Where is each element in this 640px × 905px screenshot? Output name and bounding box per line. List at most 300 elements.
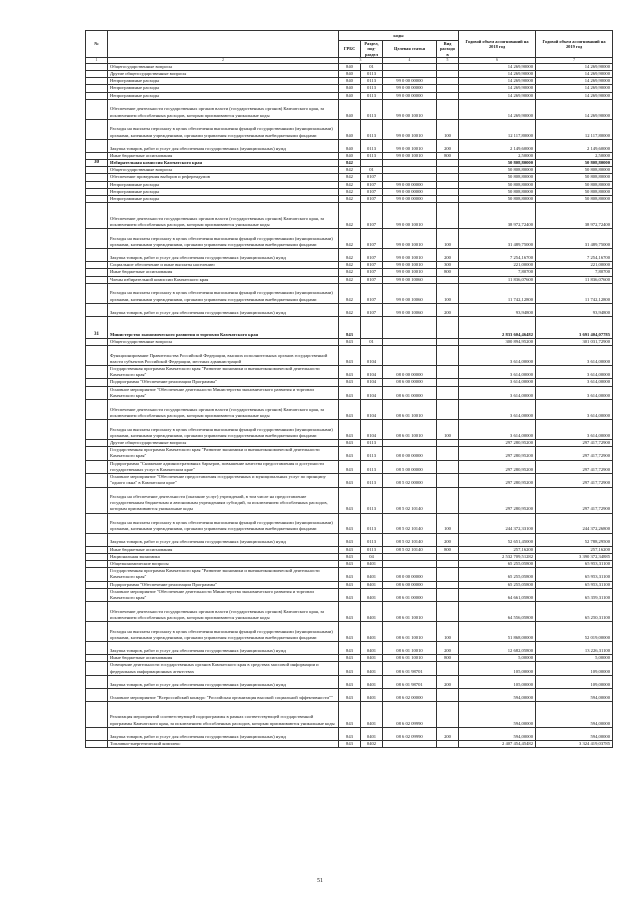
row-number bbox=[86, 346, 108, 366]
razdel-code: 0113 bbox=[361, 460, 383, 473]
target-article-code bbox=[383, 316, 437, 338]
amount-2018: 297 280,95200 bbox=[459, 487, 536, 513]
row-number bbox=[86, 440, 108, 447]
razdel-code: 0113 bbox=[361, 447, 383, 460]
expense-type-code bbox=[437, 203, 459, 229]
row-number bbox=[86, 167, 108, 174]
razdel-code: 0113 bbox=[361, 474, 383, 487]
amount-2018: 297 280,95200 bbox=[459, 447, 536, 460]
row-name: Расходы на выплаты персоналу в целях обеспечения выполнения функций государственными (муниципальными) органами, казенными учреждениями, органами управления государственными внебюджетными фондами bbox=[108, 283, 339, 303]
row-number bbox=[86, 662, 108, 675]
column-number: 7 bbox=[536, 58, 613, 64]
row-number bbox=[86, 303, 108, 316]
table-row bbox=[86, 188, 613, 195]
table-row bbox=[86, 662, 613, 675]
row-name: Социальное обеспечение и иные выплаты населению bbox=[108, 262, 339, 269]
table-row bbox=[86, 602, 613, 622]
table-row bbox=[86, 63, 613, 70]
table-row bbox=[86, 474, 613, 487]
target-article-code: 99 0 00 10010 bbox=[383, 229, 437, 249]
target-article-code bbox=[383, 63, 437, 70]
row-name: Обеспечение деятельности государственных органов власти (государственных органов) Камчатского края, за исключением обособленных расходов, которым присваиваются уникальные коды bbox=[108, 203, 339, 229]
grbs-code: 842 bbox=[339, 160, 361, 167]
target-article-code: 99 0 00 00000 bbox=[383, 78, 437, 85]
header-razdel: Раздел, под-раздел bbox=[361, 41, 383, 58]
grbs-code: 842 bbox=[339, 181, 361, 188]
target-article-code: 99 0 00 10010 bbox=[383, 262, 437, 269]
expense-type-code bbox=[437, 400, 459, 420]
amount-2019: 14 269,90000 bbox=[536, 78, 613, 85]
budget-table-sheet bbox=[85, 30, 612, 748]
amount-2019: 2,50000 bbox=[536, 152, 613, 159]
expense-type-code bbox=[437, 460, 459, 473]
target-article-code: 08 0 00 00000 bbox=[383, 366, 437, 379]
target-article-code: 08 6 01 10010 bbox=[383, 622, 437, 642]
table-row bbox=[86, 400, 613, 420]
expense-type-code bbox=[437, 662, 459, 675]
row-name: Непрограммные расходы bbox=[108, 181, 339, 188]
table-row bbox=[86, 740, 613, 747]
grbs-code: 842 bbox=[339, 283, 361, 303]
row-name: Государственная программа Камчатского края "Развитие экономики и внешнеэкономической деятельности Камчатского края" bbox=[108, 447, 339, 460]
expense-type-code bbox=[437, 553, 459, 560]
target-article-code: 99 0 00 10010 bbox=[383, 99, 437, 119]
amount-2019: 38 972,72400 bbox=[536, 203, 613, 229]
target-article-code: 99 0 00 10010 bbox=[383, 119, 437, 139]
target-article-code bbox=[383, 167, 437, 174]
razdel-code: 0104 bbox=[361, 346, 383, 366]
amount-2019: 297 417,72900 bbox=[536, 447, 613, 460]
row-number: 30 bbox=[86, 160, 108, 167]
amount-2018: 297 280,95200 bbox=[459, 440, 536, 447]
grbs-code: 840 bbox=[339, 119, 361, 139]
row-number bbox=[86, 386, 108, 399]
amount-2019: 3 691 404,07785 bbox=[536, 316, 613, 338]
row-number bbox=[86, 400, 108, 420]
razdel-code: 0107 bbox=[361, 269, 383, 276]
row-name: Расходы на выплаты персоналу в целях обеспечения выполнения функций государственными (муниципальными) органами, казенными учреждениями, органами управления государственными внебюджетными фондами bbox=[108, 513, 339, 533]
target-article-code: 08 6 02 00000 bbox=[383, 688, 437, 701]
razdel-code: 0107 bbox=[361, 196, 383, 203]
razdel-code: 0104 bbox=[361, 400, 383, 420]
row-name: Другие общегосударственные вопросы bbox=[108, 440, 339, 447]
expense-type-code bbox=[437, 346, 459, 366]
razdel-code: 0113 bbox=[361, 487, 383, 513]
target-article-code: 08 6 01 98701 bbox=[383, 675, 437, 688]
grbs-code: 842 bbox=[339, 203, 361, 229]
amount-2018: 2 149,60000 bbox=[459, 139, 536, 152]
row-name: Расходы на выплаты персоналу в целях обеспечения выполнения функций государственными (муниципальными) органами, казенными учреждениями, органами управления государственными внебюджетными фондами bbox=[108, 420, 339, 440]
amount-2019: 297 417,72900 bbox=[536, 460, 613, 473]
amount-2018: 2 532 709,51282 bbox=[459, 553, 536, 560]
target-article-code: 99 0 00 10060 bbox=[383, 283, 437, 303]
row-number bbox=[86, 181, 108, 188]
razdel-code: 0104 bbox=[361, 420, 383, 440]
target-article-code: 08 6 01 10010 bbox=[383, 655, 437, 662]
expense-type-code: 300 bbox=[437, 262, 459, 269]
amount-2018: 50 808,80000 bbox=[459, 160, 536, 167]
amount-2019: 109,00000 bbox=[536, 675, 613, 688]
row-name: Закупка товаров, работ и услуг для обеспечения государственных (муниципальных) нужд bbox=[108, 642, 339, 655]
table-row bbox=[86, 546, 613, 553]
expense-type-code bbox=[437, 440, 459, 447]
table-row bbox=[86, 642, 613, 655]
table-row bbox=[86, 386, 613, 399]
target-article-code: 99 0 00 10060 bbox=[383, 303, 437, 316]
amount-2018: 65 255,05800 bbox=[459, 581, 536, 588]
table-row bbox=[86, 119, 613, 139]
razdel-code: 0401 bbox=[361, 568, 383, 581]
expense-type-code: 800 bbox=[437, 269, 459, 276]
amount-2019: 11 742,12800 bbox=[536, 283, 613, 303]
row-number bbox=[86, 379, 108, 386]
amount-2019: 65 953,31100 bbox=[536, 568, 613, 581]
grbs-code: 843 bbox=[339, 379, 361, 386]
row-number bbox=[86, 338, 108, 345]
row-name: Непрограммные расходы bbox=[108, 85, 339, 92]
expense-type-code bbox=[437, 85, 459, 92]
row-number bbox=[86, 420, 108, 440]
amount-2018: 2 407 454,45482 bbox=[459, 740, 536, 747]
expense-type-code bbox=[437, 338, 459, 345]
table-row bbox=[86, 460, 613, 473]
amount-2018: 14 269,90000 bbox=[459, 85, 536, 92]
table-row bbox=[86, 316, 613, 338]
target-article-code: 99 0 00 10010 bbox=[383, 269, 437, 276]
table-row bbox=[86, 196, 613, 203]
column-number: 1 bbox=[86, 58, 108, 64]
razdel-code: 0113 bbox=[361, 71, 383, 78]
grbs-code: 843 bbox=[339, 688, 361, 701]
expense-type-code bbox=[437, 701, 459, 727]
amount-2019: 301 031,72900 bbox=[536, 338, 613, 345]
grbs-code: 843 bbox=[339, 386, 361, 399]
table-row bbox=[86, 440, 613, 447]
row-number bbox=[86, 92, 108, 99]
table-row bbox=[86, 152, 613, 159]
amount-2018: 65 255,05800 bbox=[459, 568, 536, 581]
expense-type-code: 800 bbox=[437, 546, 459, 553]
razdel-code: 0107 bbox=[361, 203, 383, 229]
grbs-code: 840 bbox=[339, 152, 361, 159]
target-article-code: 08 6 02 09990 bbox=[383, 727, 437, 740]
row-number bbox=[86, 560, 108, 567]
razdel-code: 0113 bbox=[361, 119, 383, 139]
table-row bbox=[86, 560, 613, 567]
expense-type-code: 200 bbox=[437, 727, 459, 740]
target-article-code: 08 6 00 00000 bbox=[383, 379, 437, 386]
table-row bbox=[86, 420, 613, 440]
target-article-code: 99 0 00 00000 bbox=[383, 181, 437, 188]
expense-type-code: 800 bbox=[437, 152, 459, 159]
expense-type-code: 200 bbox=[437, 642, 459, 655]
table-row bbox=[86, 203, 613, 229]
row-name: Закупка товаров, работ и услуг для обеспечения государственных (муниципальных) нужд bbox=[108, 533, 339, 546]
row-number bbox=[86, 642, 108, 655]
expense-type-code bbox=[437, 602, 459, 622]
expense-type-code: 200 bbox=[437, 139, 459, 152]
amount-2018: 594,00000 bbox=[459, 688, 536, 701]
amount-2019: 297 417,72900 bbox=[536, 487, 613, 513]
expense-type-code bbox=[437, 487, 459, 513]
target-article-code: 08 6 01 98701 bbox=[383, 662, 437, 675]
table-row bbox=[86, 78, 613, 85]
grbs-code: 842 bbox=[339, 276, 361, 283]
grbs-code: 842 bbox=[339, 196, 361, 203]
amount-2019: 31 489,75000 bbox=[536, 229, 613, 249]
row-name: Расходы на выплаты персоналу в целях обеспечения выполнения функций государственными (муниципальными) органами, казенными учреждениями, органами управления государственными внебюджетными фондами bbox=[108, 622, 339, 642]
expense-type-code: 100 bbox=[437, 283, 459, 303]
grbs-code: 840 bbox=[339, 63, 361, 70]
row-name: Общегосударственные вопросы bbox=[108, 167, 339, 174]
target-article-code: 99 0 00 00000 bbox=[383, 188, 437, 195]
expense-type-code bbox=[437, 174, 459, 181]
amount-2018: 38 972,72400 bbox=[459, 203, 536, 229]
table-row bbox=[86, 581, 613, 588]
amount-2019: 11 836,07600 bbox=[536, 276, 613, 283]
expense-type-code bbox=[437, 188, 459, 195]
expense-type-code bbox=[437, 740, 459, 747]
table-row bbox=[86, 533, 613, 546]
row-name: Закупка товаров, работ и услуг для обеспечения государственных (муниципальных) нужд bbox=[108, 675, 339, 688]
grbs-code: 840 bbox=[339, 71, 361, 78]
target-article-code: 99 0 00 10010 bbox=[383, 249, 437, 262]
amount-2018: 297 280,95200 bbox=[459, 474, 536, 487]
razdel-code: 01 bbox=[361, 63, 383, 70]
expense-type-code bbox=[437, 160, 459, 167]
amount-2018: 93,94800 bbox=[459, 303, 536, 316]
amount-2018: 50 808,80000 bbox=[459, 167, 536, 174]
grbs-code: 843 bbox=[339, 346, 361, 366]
row-name: Реализация мероприятий соответствующей подпрограммы в рамках соответствующей государственной программы Камчатского края, за исключением обособленных расходов, которым присваиваются уникальные коды bbox=[108, 701, 339, 727]
amount-2018: 3 614,00000 bbox=[459, 400, 536, 420]
amount-2019: 50 808,80000 bbox=[536, 160, 613, 167]
row-name: Общегосударственные вопросы bbox=[108, 338, 339, 345]
razdel-code: 0113 bbox=[361, 152, 383, 159]
table-row bbox=[86, 727, 613, 740]
column-number: 5 bbox=[437, 58, 459, 64]
amount-2018: 31 489,75000 bbox=[459, 229, 536, 249]
row-name: Обеспечение деятельности государственных органов власти (государственных органов) Камчатского края, за исключением обособленных расходов, которым присваиваются уникальные коды bbox=[108, 400, 339, 420]
grbs-code: 843 bbox=[339, 474, 361, 487]
row-name: Обеспечение деятельности государственных органов власти (государственных органов) Камчатского края, за исключением обособленных расходов, которым присваиваются уникальные коды bbox=[108, 99, 339, 119]
target-article-code: 99 0 00 10010 bbox=[383, 203, 437, 229]
table-row bbox=[86, 229, 613, 249]
amount-2018: 64 661,05800 bbox=[459, 588, 536, 601]
row-name: Непрограммные расходы bbox=[108, 92, 339, 99]
amount-2019: 7 254,16700 bbox=[536, 249, 613, 262]
amount-2018: 3 614,00000 bbox=[459, 386, 536, 399]
grbs-code: 843 bbox=[339, 740, 361, 747]
grbs-code: 842 bbox=[339, 167, 361, 174]
target-article-code bbox=[383, 71, 437, 78]
target-article-code: 08 5 02 10140 bbox=[383, 546, 437, 553]
expense-type-code bbox=[437, 560, 459, 567]
table-row bbox=[86, 688, 613, 701]
expense-type-code: 100 bbox=[437, 420, 459, 440]
target-article-code: 99 0 00 00000 bbox=[383, 92, 437, 99]
grbs-code: 843 bbox=[339, 316, 361, 338]
amount-2018: 14 269,90000 bbox=[459, 78, 536, 85]
page-number: 51 bbox=[317, 878, 323, 884]
table-row bbox=[86, 513, 613, 533]
grbs-code: 842 bbox=[339, 262, 361, 269]
row-number bbox=[86, 152, 108, 159]
grbs-code: 843 bbox=[339, 546, 361, 553]
grbs-code: 843 bbox=[339, 655, 361, 662]
target-article-code: 08 5 00 00000 bbox=[383, 460, 437, 473]
razdel-code: 0107 bbox=[361, 181, 383, 188]
row-name: Министерство экономического развития и торговли Камчатского края bbox=[108, 316, 339, 338]
column-number: 4 bbox=[383, 58, 437, 64]
amount-2019: 14 269,90000 bbox=[536, 99, 613, 119]
razdel-code: 0107 bbox=[361, 174, 383, 181]
razdel-code bbox=[361, 160, 383, 167]
header-codes: коды bbox=[339, 31, 459, 41]
amount-2018: 3 614,00000 bbox=[459, 420, 536, 440]
target-article-code: 08 6 01 10010 bbox=[383, 420, 437, 440]
amount-2018: 7 254,16700 bbox=[459, 249, 536, 262]
row-name: Избирательная комиссия Камчатского края bbox=[108, 160, 339, 167]
table-row bbox=[86, 622, 613, 642]
grbs-code: 843 bbox=[339, 588, 361, 601]
amount-2019: 3 614,00000 bbox=[536, 400, 613, 420]
table-row bbox=[86, 85, 613, 92]
grbs-code: 843 bbox=[339, 701, 361, 727]
amount-2019: 244 372,26800 bbox=[536, 513, 613, 533]
expense-type-code: 200 bbox=[437, 303, 459, 316]
row-name: Топливно-энергетический комплекс bbox=[108, 740, 339, 747]
row-name: Иные бюджетные ассигнования bbox=[108, 269, 339, 276]
grbs-code: 842 bbox=[339, 229, 361, 249]
amount-2019: 52 019,00000 bbox=[536, 622, 613, 642]
grbs-code: 843 bbox=[339, 440, 361, 447]
row-name: Непрограммные расходы bbox=[108, 188, 339, 195]
razdel-code: 0104 bbox=[361, 366, 383, 379]
row-number bbox=[86, 553, 108, 560]
amount-2019: 3 614,00000 bbox=[536, 420, 613, 440]
target-article-code: 08 6 00 00000 bbox=[383, 581, 437, 588]
row-number bbox=[86, 366, 108, 379]
amount-2018: 594,00000 bbox=[459, 701, 536, 727]
target-article-code: 08 6 01 10010 bbox=[383, 642, 437, 655]
target-article-code: 08 5 02 00000 bbox=[383, 474, 437, 487]
razdel-code: 0401 bbox=[361, 588, 383, 601]
grbs-code: 843 bbox=[339, 420, 361, 440]
amount-2018: 594,00000 bbox=[459, 727, 536, 740]
grbs-code: 840 bbox=[339, 92, 361, 99]
target-article-code: 08 0 00 00000 bbox=[383, 447, 437, 460]
grbs-code: 842 bbox=[339, 249, 361, 262]
target-article-code bbox=[383, 440, 437, 447]
grbs-code: 840 bbox=[339, 99, 361, 119]
grbs-code: 842 bbox=[339, 303, 361, 316]
amount-2018: 257,16200 bbox=[459, 546, 536, 553]
expense-type-code: 200 bbox=[437, 533, 459, 546]
header-num: № bbox=[86, 31, 108, 58]
grbs-code: 843 bbox=[339, 460, 361, 473]
row-number bbox=[86, 622, 108, 642]
target-article-code: 08 5 02 10140 bbox=[383, 533, 437, 546]
row-number bbox=[86, 701, 108, 727]
table-row bbox=[86, 276, 613, 283]
amount-2019: 297 417,72900 bbox=[536, 474, 613, 487]
target-article-code: 08 6 01 10010 bbox=[383, 602, 437, 622]
row-number bbox=[86, 174, 108, 181]
grbs-code: 840 bbox=[339, 78, 361, 85]
amount-2018: 64 556,05800 bbox=[459, 602, 536, 622]
target-article-code: 08 6 01 10010 bbox=[383, 400, 437, 420]
row-name: Функционирование Правительства Российской Федерации, высших исполнительных органов государственной власти субъектов Российской Федерации, местных администраций bbox=[108, 346, 339, 366]
amount-2019: 12 117,80000 bbox=[536, 119, 613, 139]
razdel-code: 0113 bbox=[361, 99, 383, 119]
row-name: Основное мероприятие "Обеспечение деятельности Министерства экономического развития и торговли Камчатского края" bbox=[108, 588, 339, 601]
row-name: Основное мероприятие "Обеспечение предоставления государственных и муниципальных услуг по принципу "одного окна" в Камчатском крае" bbox=[108, 474, 339, 487]
table-row bbox=[86, 160, 613, 167]
row-number bbox=[86, 276, 108, 283]
amount-2018: 50 808,80000 bbox=[459, 188, 536, 195]
grbs-code: 842 bbox=[339, 188, 361, 195]
razdel-code: 0104 bbox=[361, 386, 383, 399]
razdel-code: 0401 bbox=[361, 688, 383, 701]
row-name: Члены избирательной комиссии Камчатского края bbox=[108, 276, 339, 283]
row-number bbox=[86, 474, 108, 487]
row-name: Подпрограмма "Обеспечение реализации Программы" bbox=[108, 581, 339, 588]
grbs-code: 843 bbox=[339, 675, 361, 688]
row-number bbox=[86, 688, 108, 701]
row-name: Расходы на выплаты персоналу в целях обеспечения выполнения функций государственными (муниципальными) органами, казенными учреждениями, органами управления государственными внебюджетными фондами bbox=[108, 229, 339, 249]
column-number: 6 bbox=[459, 58, 536, 64]
target-article-code bbox=[383, 160, 437, 167]
razdel-code: 04 bbox=[361, 553, 383, 560]
row-name: Общеэкономические вопросы bbox=[108, 560, 339, 567]
amount-2019: 50 808,80000 bbox=[536, 174, 613, 181]
expense-type-code bbox=[437, 196, 459, 203]
grbs-code: 843 bbox=[339, 727, 361, 740]
target-article-code: 99 0 00 10010 bbox=[383, 139, 437, 152]
row-name: Иные бюджетные ассигнования bbox=[108, 152, 339, 159]
amount-2019: 65 250,31100 bbox=[536, 602, 613, 622]
target-article-code bbox=[383, 338, 437, 345]
row-name: Непрограммные расходы bbox=[108, 196, 339, 203]
grbs-code: 843 bbox=[339, 553, 361, 560]
header-2019: Годовой объем ассигнований на 2019 год bbox=[536, 31, 613, 58]
target-article-code bbox=[383, 346, 437, 366]
target-article-code bbox=[383, 553, 437, 560]
header-expense-type: Вид расходов bbox=[437, 41, 459, 58]
header-2018: Годовой объем ассигнований на 2018 год bbox=[459, 31, 536, 58]
row-name: Закупка товаров, работ и услуг для обеспечения государственных (муниципальных) нужд bbox=[108, 727, 339, 740]
row-name: Иные бюджетные ассигнования bbox=[108, 546, 339, 553]
table-row bbox=[86, 181, 613, 188]
amount-2019: 297 417,72900 bbox=[536, 440, 613, 447]
table-row bbox=[86, 174, 613, 181]
amount-2018: 14 269,90000 bbox=[459, 71, 536, 78]
row-number bbox=[86, 740, 108, 747]
target-article-code: 99 0 00 00000 bbox=[383, 196, 437, 203]
amount-2019: 65 359,31100 bbox=[536, 588, 613, 601]
amount-2019: 7,80700 bbox=[536, 269, 613, 276]
amount-2018: 105,00000 bbox=[459, 662, 536, 675]
amount-2019: 257,16200 bbox=[536, 546, 613, 553]
razdel-code: 0401 bbox=[361, 701, 383, 727]
amount-2018: 14 269,90000 bbox=[459, 63, 536, 70]
amount-2018: 244 372,33100 bbox=[459, 513, 536, 533]
grbs-code: 843 bbox=[339, 642, 361, 655]
table-row bbox=[86, 249, 613, 262]
expense-type-code bbox=[437, 316, 459, 338]
amount-2019: 65 953,31100 bbox=[536, 581, 613, 588]
